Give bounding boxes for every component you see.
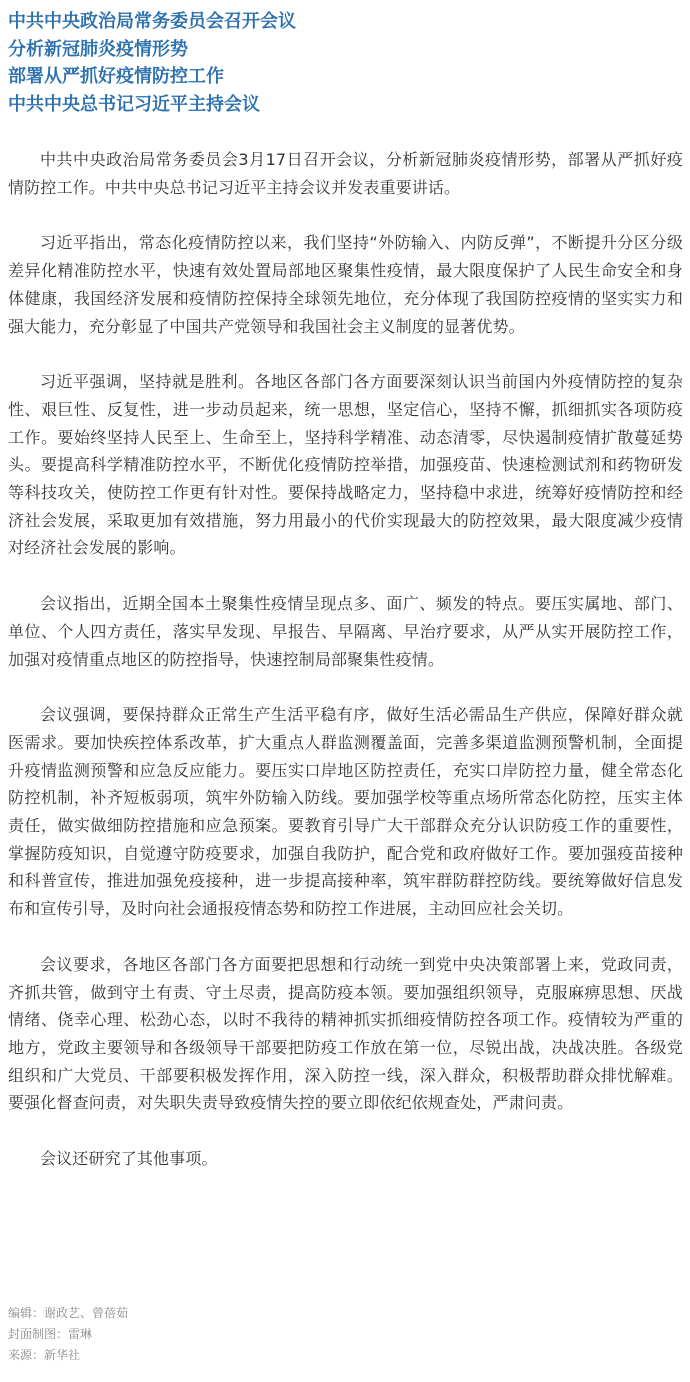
headline-line-2: 分析新冠肺炎疫情形势	[8, 38, 188, 60]
paragraph-meeting-intro: 中共中央政治局常务委员会3月17日召开会议，分析新冠肺炎疫情形势，部署从严抓好疫情防控工作。中共中央总书记习近平主持会议并发表重要讲话。	[8, 150, 683, 197]
credits	[8, 1303, 683, 1366]
credit-cover-design: 封面制图：雷琳	[8, 1327, 93, 1341]
paragraph-xi-emphasizes: 习近平强调，坚持就是胜利。各地区各部门各方面要深刻认识当前国内外疫情防控的复杂性、艰巨性、反复性，进一步动员起来，统一思想，坚定信心，坚持不懈，抓细抓实各项防疫工作。要始终坚持人民至上、生命至上，坚持科学精准、动态清零，尽快遏制疫情扩散蔓延势头。要提高科学精准防控水平，不断优化疫情防控举措，加强疫苗、快速检测试剂和药物研发等科技攻关，使防控工作更有针对性。要保持战略定力，坚持稳中求进，统筹好疫情防控和经济社会发展，采取更加有效措施，努力用最小的代价实现最大的防控效果，最大限度减少疫情对经济社会发展的影响。	[8, 372, 683, 558]
article-body	[8, 146, 683, 1201]
credit-editors: 编辑：谢政艺、曾蓓茹	[8, 1306, 129, 1320]
headline	[8, 8, 683, 118]
paragraph-meeting-requires: 会议要求，各地区各部门各方面要把思想和行动统一到党中央决策部署上来，党政同责，齐抓共管，做到守土有责、守土尽责，提高防疫本领。要加强组织领导，克服麻痹思想、厌战情绪、侥幸心理、松劲心态，以时不我待的精神抓实抓细疫情防控各项工作。疫情较为严重的地方，党政主要领导和各级领导干部要把防疫工作放在第一位，尽锐出战，决战决胜。各级党组织和广大党员、干部要积极发挥作用，深入防控一线，深入群众，积极帮助群众排忧解难。要强化督查问责，对失职失责导致疫情失控的要立即依纪依规查处，严肃问责。	[8, 954, 683, 1113]
credit-source: 来源：新华社	[8, 1348, 81, 1362]
paragraph-xi-points-out: 习近平指出，常态化疫情防控以来，我们坚持“外防输入、内防反弹”，不断提升分区分级差异化精准防控水平，快速有效处置局部地区聚集性疫情，最大限度保护了人民生命安全和身体健康，我国经济发展和疫情防控保持全球领先地位，充分体现了我国防控疫情的坚实实力和强大能力，充分彰显了中国共产党领导和我国社会主义制度的显著优势。	[8, 233, 683, 336]
paragraph-other-matters: 会议还研究了其他事项。	[40, 1149, 218, 1169]
paragraph-meeting-points-out: 会议指出，近期全国本土聚集性疫情呈现点多、面广、频发的特点。要压实属地、部门、单位、个人四方责任，落实早发现、早报告、早隔离、早治疗要求，从严从实开展防控工作，加强对疫情重点地区的防控指导，快速控制局部聚集性疫情。	[8, 594, 683, 669]
headline-line-4: 中共中央总书记习近平主持会议	[8, 93, 260, 115]
headline-line-1: 中共中央政治局常务委员会召开会议	[8, 11, 296, 32]
headline-line-3: 部署从严抓好疫情防控工作	[8, 66, 224, 87]
paragraph-meeting-emphasizes: 会议强调，要保持群众正常生产生活平稳有序，做好生活必需品生产供应，保障好群众就医需求。要加快疾控体系改革，扩大重点人群监测覆盖面，完善多渠道监测预警机制，全面提升疫情监测预警和应急反应能力。要压实口岸地区防控责任，充实口岸防控力量，健全常态化防控机制，补齐短板弱项，筑牢外防输入防线。要加强学校等重点场所常态化防控，压实主体责任，做实做细防控措施和应急预案。要教育引导广大干部群众充分认识防疫工作的重要性，掌握防疫知识，自觉遵守防疫要求，加强自我防护，配合党和政府做好工作。要加强疫苗接种和科普宣传，推进加强免疫接种，进一步提高接种率，筑牢群防群控防线。要统筹做好信息发布和宣传引导，及时向社会通报疫情态势和防控工作进展，主动回应社会关切。	[8, 705, 683, 919]
